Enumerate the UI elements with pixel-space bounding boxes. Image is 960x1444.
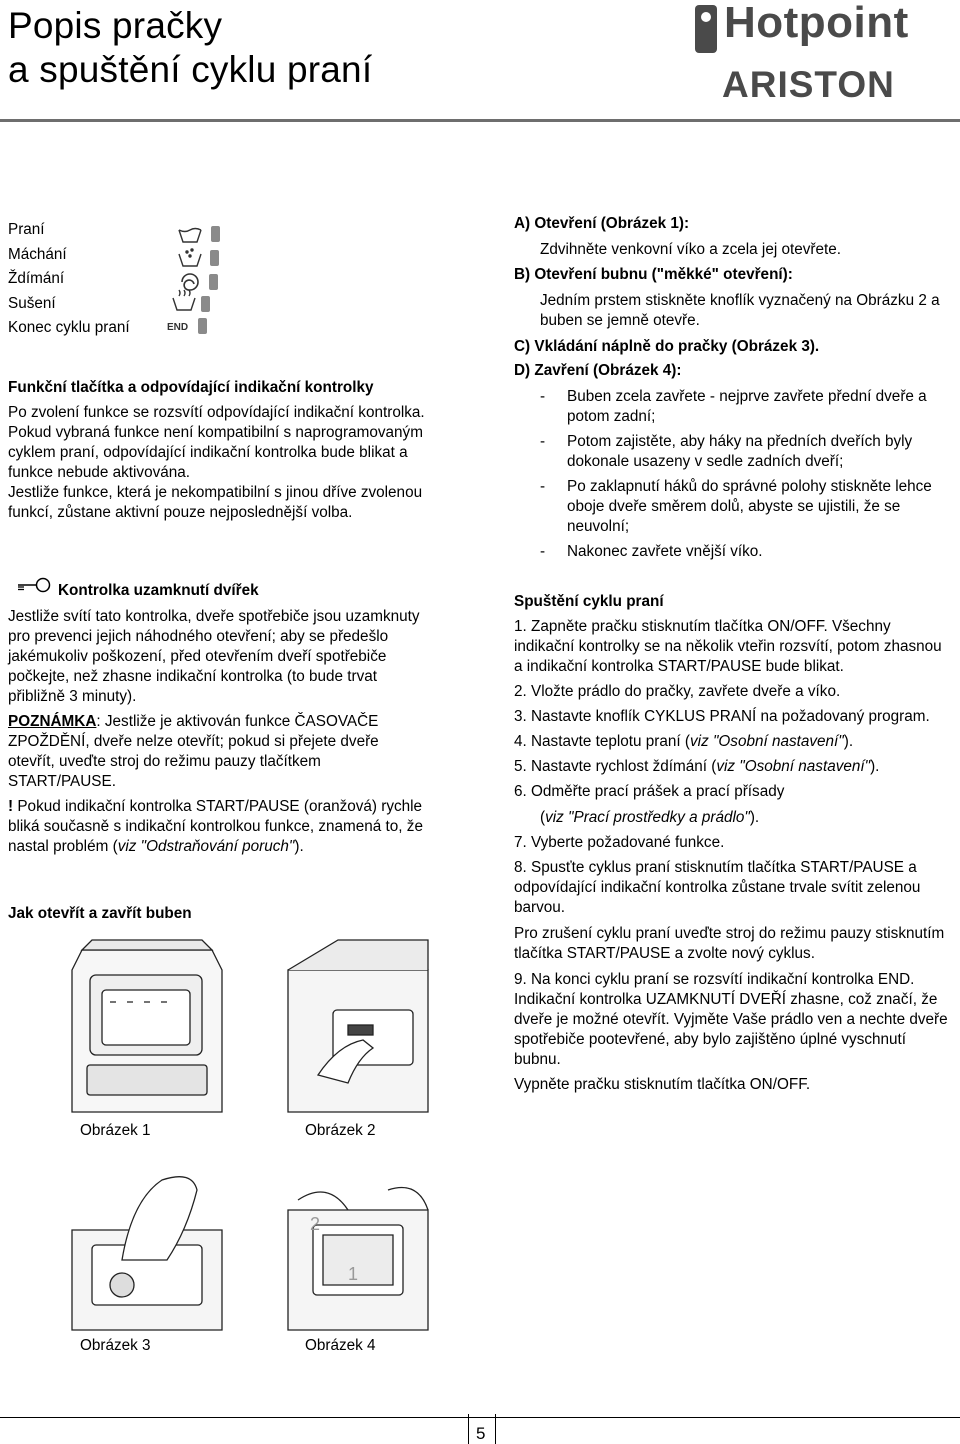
caption-figure-4: Obrázek 4 xyxy=(305,1337,376,1354)
step-2: 2. Vložte prádlo do pračky, zavřete dveře a víko. xyxy=(514,683,841,700)
page-title xyxy=(8,4,372,92)
step-7: 7. Vyberte požadované funkce. xyxy=(514,834,725,851)
figure-4-step-2: 2 xyxy=(310,1214,321,1234)
step-6-italic: viz "Prací prostředky a prádlo" xyxy=(545,809,750,826)
door-lock-paragraph: Jestliže svítí tato kontrolka, dveře spotřebiče jsou uzamknuty pro prevenci jejich náhodného otevření; aby se předešlo jakémukoliv poškození, před otevřením dveří spotřebiče počkejte, než zhasne indikační kontrolka (to bude trvat přibližně 3 minuty). xyxy=(8,608,420,705)
step-5 xyxy=(514,757,954,777)
step-6-ref-close: ). xyxy=(749,809,760,826)
step-4-text: 4. Nastavte teplotu praní ( xyxy=(514,733,691,750)
switch-off-paragraph: Vypněte pračku stisknutím tlačítka ON/OFF. xyxy=(514,1076,811,1093)
step-5-end: ). xyxy=(870,758,880,775)
figure-1-illustration xyxy=(62,930,232,1118)
step-8: 8. Spusťte cyklus praní stisknutím tlačítka START/PAUSE a odpovídající indikační kontrolka zůstane trvale svítit zelenou barvou. xyxy=(514,859,921,916)
lamp-labels xyxy=(8,218,130,341)
step-5-italic: viz "Osobní nastavení" xyxy=(716,758,871,775)
note-label: POZNÁMKA xyxy=(8,713,97,730)
section-a-heading: A) Otevření (Obrázek 1): xyxy=(514,215,690,232)
lamp-label: Praní xyxy=(8,221,45,238)
hotpoint-logo-icon xyxy=(694,4,718,54)
page-number: 5 xyxy=(476,1424,486,1443)
section-b-text: Jedním prstem stiskněte knoflík vyznačený na Obrázku 2 a buben se jemně otevře. xyxy=(540,292,940,329)
section-d-heading: D) Zavření (Obrázek 4): xyxy=(514,362,682,379)
warning-text: Pokud indikační kontrolka START/PAUSE (oranžová) rychle bliká současně s indikační kontrolkou funkce, znamená to, že nastal problém ( xyxy=(8,798,423,855)
step-4-italic: viz "Osobní nastavení" xyxy=(690,733,844,750)
rinse-icon xyxy=(179,249,201,266)
warning-end: ). xyxy=(294,838,304,855)
section-d-item: - Nakonec zavřete vnější víko. xyxy=(540,543,763,560)
right-column xyxy=(514,214,954,1095)
section-d-item-text: Po zaklapnutí háků do správné polohy stiskněte lehce oboje dveře směrem dolů, abyste se ujistili, že se neuvolní; xyxy=(567,478,932,535)
door-lock-heading: Kontrolka uzamknutí dvířek xyxy=(58,582,259,599)
step-5-text: 5. Nastavte rychlost ždímání ( xyxy=(514,758,717,775)
section-d-item-text: Potom zajistěte, aby háky na předních dveřích byly dokonale usazeny v sedle zadních dveří; xyxy=(567,433,913,470)
figure-4-illustration xyxy=(278,1150,438,1334)
title-line-1: Popis pračky xyxy=(8,5,223,46)
functions-section xyxy=(8,378,428,523)
cancel-paragraph: Pro zrušení cyklu praní uveďte stroj do režimu pauzy stisknutím tlačítka START/PAUSE a zvolte nový cyklus. xyxy=(514,925,945,962)
section-d-item: - Potom zajistěte, aby háky na předních dveřích byly dokonale usazeny v sedle zadních dveří; xyxy=(540,433,913,470)
section-c-heading: C) Vkládání náplně do pračky (Obrázek 3). xyxy=(514,338,820,355)
section-d-item-text: Nakonec zavřete vnější víko. xyxy=(567,543,763,560)
functions-paragraph-1: Po zvolení funkce se rozsvítí odpovídající indikační kontrolka. xyxy=(8,404,425,421)
drum-heading: Jak otevřít a zavřít buben xyxy=(8,905,192,922)
section-d-item-text: Buben zcela zavřete - nejprve zavřete přední dveře a potom zadní; xyxy=(567,388,927,425)
lamp-label: Ždímání xyxy=(8,270,65,287)
functions-paragraph-2: Pokud vybraná funkce není kompatibilní s naprogramovaným cyklem praní, odpovídající indikační kontrolka bude blikat a funkce nebude aktivována. xyxy=(8,424,423,481)
dry-lamp xyxy=(201,296,210,312)
caption-figure-2: Obrázek 2 xyxy=(305,1122,376,1139)
note-paragraph xyxy=(8,712,428,792)
step-6-ref xyxy=(514,808,954,828)
functions-heading: Funkční tlačítka a odpovídající indikační kontrolky xyxy=(8,379,374,396)
step-6-ref-open: ( xyxy=(540,809,546,826)
step-3: 3. Nastavte knoflík CYKLUS PRANÍ na požadovaný program. xyxy=(514,708,930,725)
step-4 xyxy=(514,732,954,752)
warning-italic: viz "Odstraňování poruch" xyxy=(117,838,295,855)
note-text: : Jestliže je aktivován funkce ČASOVAČE ZPOŽDĚNÍ, dveře nelze otevřít; pokud si přejete dveře otevřít, uveďte stroj do režimu pauzy tlačítkem START/PAUSE. xyxy=(8,713,379,790)
wash-lamp xyxy=(211,226,220,242)
rinse-lamp xyxy=(210,250,219,266)
section-a-text: Zdvihněte venkovní víko a zcela jej otevřete. xyxy=(540,241,842,258)
spin-icon xyxy=(182,274,198,290)
title-line-2: a spuštění cyklu praní xyxy=(8,49,373,90)
figure-4-step-1: 1 xyxy=(348,1264,359,1284)
wash-icon xyxy=(179,229,201,243)
logo-bottom-text: ARISTON xyxy=(722,64,895,105)
logo-top-text: Hotpoint xyxy=(724,0,909,47)
lamp-label: Sušení xyxy=(8,294,56,312)
step-1: 1. Zapněte pračku stisknutím tlačítka ON/OFF. Všechny indikační kontrolky se na několik vteřin rozsvítí, potom zhasnou a indikační kontrolka START/PAUSE bude blikat. xyxy=(514,618,942,675)
figure-3-illustration xyxy=(62,1150,232,1334)
spin-lamp xyxy=(209,274,218,290)
section-d-item: - Po zaklapnutí háků do správné polohy stiskněte lehce oboje dveře směrem dolů, abyste se ujistili, že se neuvolní; xyxy=(540,478,932,535)
start-heading: Spuštění cyklu praní xyxy=(514,593,664,610)
step-6: 6. Odměřte prací prášek a prací přísady xyxy=(514,783,785,800)
caption-figure-3: Obrázek 3 xyxy=(80,1337,151,1354)
end-lamp xyxy=(198,318,207,334)
section-d-item: - Buben zcela zavřete - nejprve zavřete přední dveře a potom zadní; xyxy=(540,388,927,425)
section-b-heading: B) Otevření bubnu ("měkké" otevření): xyxy=(514,266,793,283)
figure-2-illustration xyxy=(278,930,438,1118)
warning-paragraph xyxy=(8,797,428,857)
warning-mark: ! xyxy=(8,798,14,815)
step-9: 9. Na konci cyklu praní se rozsvítí indikační kontrolka END. Indikační kontrolka UZAMKNUTÍ DVEŘÍ zhasne, což značí, že dveře je možné otevřít. Vyjměte Vaše prádlo ven a nechte dveře spotřebiče pootevřené, aby bylo zajištěno úplné vyschnutí bubnu. xyxy=(514,971,948,1068)
header-divider xyxy=(0,119,960,122)
end-text: END xyxy=(167,322,189,333)
step-4-end: ). xyxy=(843,733,854,750)
lamp-label: Konec cyklu praní xyxy=(8,319,130,336)
lamp-label: Máchání xyxy=(8,245,67,263)
caption-figure-1: Obrázek 1 xyxy=(80,1122,151,1139)
functions-paragraph-3: Jestliže funkce, která je nekompatibilní s jinou dříve zvolenou funkcí, zůstane aktivní pouze nejposlednější volba. xyxy=(8,484,423,521)
dry-icon xyxy=(173,290,195,310)
lamp-icons xyxy=(165,222,227,340)
door-lock-section xyxy=(8,581,428,857)
